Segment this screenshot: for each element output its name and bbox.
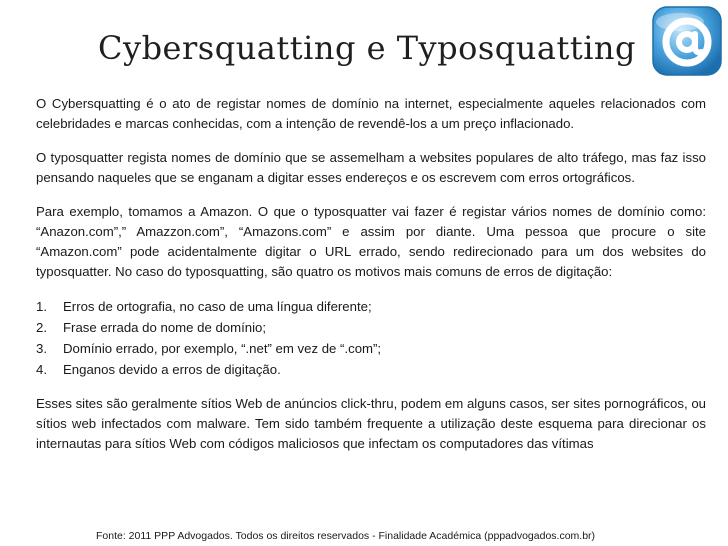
list-text: Domínio errado, por exemplo, “.net” em vez de “.com”;	[63, 341, 382, 356]
paragraph-amazon-example: Para exemplo, tomamos a Amazon. O que o typosquatter vai fazer é registar vários nomes de domínio como: “Anazon.com”,” Amazzon.com”, “Amazons.com” e assim por diante. Uma pessoa que procure o site “Amazon.com” pode acidentalmente digitar o URL errado, sendo redirecionado para um dos websites do typosquatter. No caso do typosquatting, são quatro os motivos mais comuns de erros de digitação:	[36, 204, 706, 279]
at-sign-icon	[650, 4, 724, 78]
slide-body	[36, 94, 706, 468]
list-item	[36, 359, 706, 380]
list-text: Frase errada do nome de domínio;	[63, 320, 267, 335]
list-item	[36, 338, 706, 359]
paragraph-cybersquatting: O Cybersquatting é o ato de registar nomes de domínio na internet, especialmente aqueles relacionados com celebridades e marcas conhecidas, com a intenção de revendê-los a um preço inflacionado.	[36, 96, 706, 131]
list-number: 2.	[36, 320, 47, 335]
paragraph-closing: Esses sites são geralmente sítios Web de anúncios click-thru, podem em alguns casos, ser sites pornográficos, ou sítios web infectados com malware. Tem sido também frequente a utilização deste esquema para direcionar os internautas para sítios Web com códigos maliciosos que infectam os computadores das vítimas	[36, 396, 706, 451]
paragraph-typosquatter: O typosquatter regista nomes de domínio que se assemelham a websites populares de alto tráfego, mas faz isso pensando naqueles que se enganam a digitar esses endereços e os escrevem com erros ortográficos.	[36, 150, 706, 185]
list-text: Enganos devido a erros de digitação.	[63, 362, 281, 377]
list-number: 1.	[36, 299, 47, 314]
list-number: 4.	[36, 362, 47, 377]
list-text: Erros de ortografia, no caso de uma língua diferente;	[63, 299, 372, 314]
list-number: 3.	[36, 341, 47, 356]
page-title: Cybersquatting e Typosquatting	[98, 29, 637, 67]
typo-motives-list	[36, 296, 706, 380]
list-item	[36, 317, 706, 338]
list-item	[36, 296, 706, 317]
footer-source: Fonte: 2011 PPP Advogados. Todos os direitos reservados - Finalidade Académica (pppadvogados.com.br)	[96, 530, 596, 542]
